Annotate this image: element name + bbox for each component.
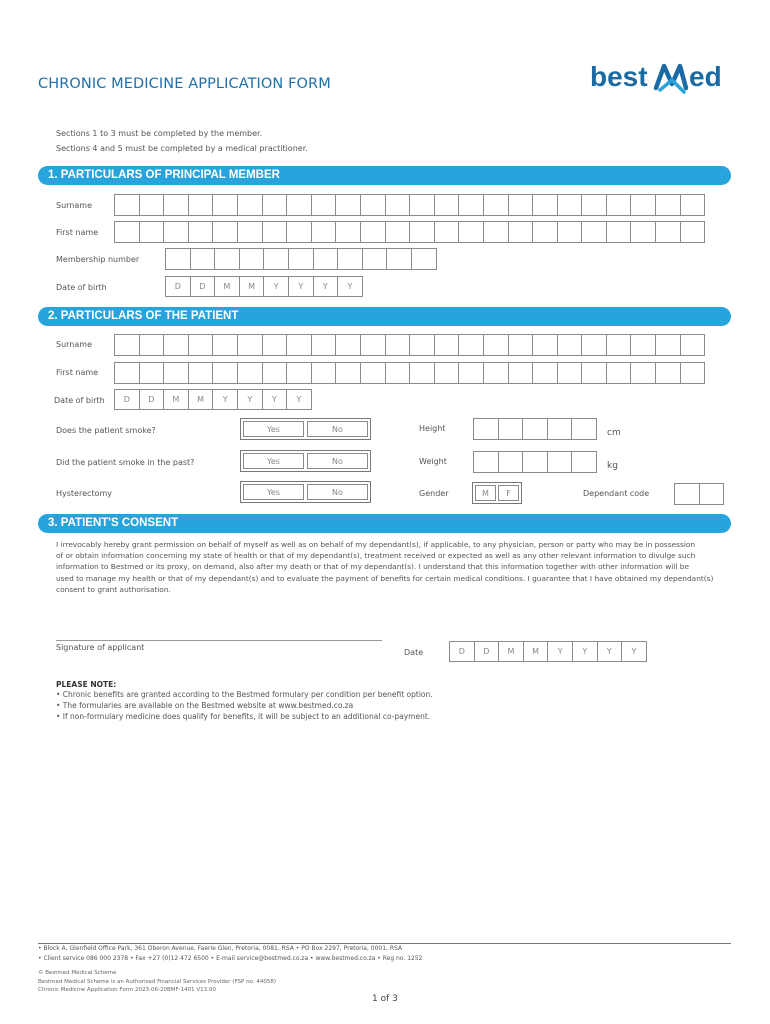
- weight-unit: kg: [607, 461, 618, 471]
- character-cell[interactable]: [212, 194, 238, 216]
- date-cell[interactable]: M: [163, 389, 189, 410]
- smoked-past-toggle: [240, 450, 371, 472]
- section-2-header: 2. PARTICULARS OF THE PATIENT: [38, 307, 731, 326]
- character-cell[interactable]: [522, 451, 548, 473]
- form-title: CHRONIC MEDICINE APPLICATION FORM: [38, 76, 331, 92]
- character-cell[interactable]: [522, 418, 548, 440]
- date-cell[interactable]: Y: [547, 641, 573, 662]
- height-field[interactable]: [473, 418, 596, 440]
- character-cell[interactable]: [434, 334, 460, 356]
- note-item: • Chronic benefits are granted according to the Bestmed formulary per condition per benefit option.: [56, 690, 433, 699]
- character-cell[interactable]: [498, 418, 524, 440]
- character-cell[interactable]: [212, 334, 238, 356]
- character-cell[interactable]: [262, 194, 288, 216]
- svg-text:best: best: [590, 61, 648, 92]
- date-cell[interactable]: Y: [572, 641, 598, 662]
- weight-label: Weight: [419, 457, 447, 466]
- date-cell[interactable]: Y: [263, 276, 289, 297]
- character-cell[interactable]: [680, 334, 706, 356]
- consent-line: I irrevocably hereby grant permission on behalf of myself as well as on behalf of my dependant(s), if applicable, to any physician, person or party who may be in possession: [56, 540, 696, 549]
- patient-surname-label: Surname: [56, 340, 92, 349]
- character-cell[interactable]: [409, 194, 435, 216]
- character-cell[interactable]: [385, 221, 411, 243]
- footer-contact: • Client service 086 000 2378 • Fax +27 (0)12 472 6500 • E-mail service@bestmed.co.za • www.bestmed.co.za • Reg no. 1252: [38, 955, 423, 962]
- character-cell[interactable]: [286, 362, 312, 384]
- signature-label: Signature of applicant: [56, 643, 145, 652]
- character-cell[interactable]: [335, 362, 361, 384]
- character-cell[interactable]: [508, 334, 534, 356]
- character-cell[interactable]: [212, 362, 238, 384]
- patient-firstname-label: First name: [56, 368, 99, 377]
- character-cell[interactable]: [581, 221, 607, 243]
- gender-label: Gender: [419, 489, 449, 498]
- consent-text: [56, 539, 716, 595]
- character-cell[interactable]: [606, 362, 632, 384]
- date-cell[interactable]: Y: [313, 276, 339, 297]
- character-cell[interactable]: [190, 248, 216, 270]
- character-cell[interactable]: [262, 362, 288, 384]
- character-cell[interactable]: [239, 248, 265, 270]
- character-cell[interactable]: [362, 248, 388, 270]
- character-cell[interactable]: [237, 334, 263, 356]
- character-cell[interactable]: [483, 334, 509, 356]
- character-cell[interactable]: [212, 221, 238, 243]
- character-cell[interactable]: [630, 221, 656, 243]
- character-cell[interactable]: [630, 334, 656, 356]
- character-cell[interactable]: [313, 248, 339, 270]
- smoke-toggle: [240, 418, 371, 440]
- consent-line: of or obtain information concerning my state of health or that of my dependant(s), treatment received or expected as well as any other relevant information to divulge such: [56, 551, 696, 561]
- character-cell[interactable]: [165, 248, 191, 270]
- member-dob-field[interactable]: [165, 276, 362, 297]
- character-cell[interactable]: [699, 483, 725, 505]
- character-cell[interactable]: [188, 334, 214, 356]
- character-cell[interactable]: [385, 334, 411, 356]
- character-cell[interactable]: [547, 451, 573, 473]
- patient-dob-label: Date of birth: [54, 396, 105, 405]
- character-cell[interactable]: [571, 451, 597, 473]
- section-1-header: 1. PARTICULARS OF PRINCIPAL MEMBER: [38, 166, 731, 185]
- hysterectomy-no-option[interactable]: No: [307, 484, 368, 500]
- height-label: Height: [419, 424, 446, 433]
- character-cell[interactable]: [458, 334, 484, 356]
- character-cell[interactable]: [139, 194, 165, 216]
- character-cell[interactable]: [434, 221, 460, 243]
- character-cell[interactable]: [385, 194, 411, 216]
- date-cell[interactable]: D: [190, 276, 216, 297]
- character-cell[interactable]: [188, 194, 214, 216]
- character-cell[interactable]: [286, 194, 312, 216]
- character-cell[interactable]: [335, 194, 361, 216]
- character-cell[interactable]: [337, 248, 363, 270]
- character-cell[interactable]: [237, 221, 263, 243]
- character-cell[interactable]: [434, 362, 460, 384]
- member-firstname-field[interactable]: [114, 221, 704, 243]
- character-cell[interactable]: [139, 362, 165, 384]
- character-cell[interactable]: [163, 362, 189, 384]
- smoked-past-no-option[interactable]: No: [307, 453, 368, 469]
- character-cell[interactable]: [557, 362, 583, 384]
- date-cell[interactable]: Y: [597, 641, 623, 662]
- date-cell[interactable]: Y: [262, 389, 288, 410]
- signature-line[interactable]: [56, 640, 382, 641]
- character-cell[interactable]: [188, 221, 214, 243]
- footer-address: • Block A, Glenfield Office Park, 361 Oberon Avenue, Faerie Glen, Pretoria, 0081, RSA • PO Box 2297, Pretoria, 0001, RSA: [38, 945, 403, 952]
- gender-toggle: [472, 482, 522, 504]
- character-cell[interactable]: [547, 418, 573, 440]
- character-cell[interactable]: [262, 221, 288, 243]
- character-cell[interactable]: [581, 362, 607, 384]
- intro-line-2: Sections 4 and 5 must be completed by a medical practitioner.: [56, 144, 308, 153]
- character-cell[interactable]: [409, 221, 435, 243]
- character-cell[interactable]: [188, 362, 214, 384]
- character-cell[interactable]: [483, 221, 509, 243]
- character-cell[interactable]: [483, 362, 509, 384]
- character-cell[interactable]: [335, 334, 361, 356]
- character-cell[interactable]: [360, 362, 386, 384]
- character-cell[interactable]: [532, 221, 558, 243]
- gender-m-option[interactable]: M: [475, 485, 496, 501]
- character-cell[interactable]: [386, 248, 412, 270]
- character-cell[interactable]: [114, 221, 140, 243]
- character-cell[interactable]: [498, 451, 524, 473]
- patient-dob-field[interactable]: [114, 389, 311, 410]
- character-cell[interactable]: [409, 334, 435, 356]
- member-surname-field[interactable]: [114, 194, 704, 216]
- consent-line: information to Bestmed or its proxy, on demand, also after my death or that of my dependant(s). I understand that this information together with other information will be: [56, 562, 689, 572]
- footer-copyright: © Bestmed Medical Scheme: [38, 970, 117, 976]
- character-cell[interactable]: [360, 334, 386, 356]
- date-cell[interactable]: Y: [212, 389, 238, 410]
- date-cell[interactable]: M: [188, 389, 214, 410]
- smoke-question: Does the patient smoke?: [56, 426, 156, 435]
- hysterectomy-toggle: [240, 481, 371, 503]
- patient-surname-field[interactable]: [114, 334, 704, 356]
- character-cell[interactable]: [483, 194, 509, 216]
- please-note-title: PLEASE NOTE:: [56, 680, 117, 689]
- character-cell[interactable]: [458, 221, 484, 243]
- character-cell[interactable]: [286, 334, 312, 356]
- date-cell[interactable]: Y: [337, 276, 363, 297]
- gender-f-option[interactable]: F: [498, 485, 519, 501]
- character-cell[interactable]: [680, 221, 706, 243]
- character-cell[interactable]: [473, 451, 499, 473]
- character-cell[interactable]: [581, 194, 607, 216]
- character-cell[interactable]: [458, 194, 484, 216]
- character-cell[interactable]: [674, 483, 700, 505]
- character-cell[interactable]: [557, 334, 583, 356]
- date-cell[interactable]: D: [165, 276, 191, 297]
- membership-number-label: Membership number: [56, 255, 140, 264]
- date-cell[interactable]: Y: [621, 641, 647, 662]
- character-cell[interactable]: [411, 248, 437, 270]
- date-cell[interactable]: M: [523, 641, 549, 662]
- character-cell[interactable]: [532, 362, 558, 384]
- character-cell[interactable]: [311, 334, 337, 356]
- smoke-no-option[interactable]: No: [307, 421, 368, 437]
- member-dob-label: Date of birth: [56, 283, 107, 292]
- character-cell[interactable]: [262, 334, 288, 356]
- dependant-code-field[interactable]: [674, 483, 723, 505]
- character-cell[interactable]: [286, 221, 312, 243]
- character-cell[interactable]: [311, 362, 337, 384]
- date-cell[interactable]: Y: [288, 276, 314, 297]
- height-unit: cm: [607, 428, 621, 438]
- character-cell[interactable]: [571, 418, 597, 440]
- character-cell[interactable]: [473, 418, 499, 440]
- character-cell[interactable]: [214, 248, 240, 270]
- dependant-code-label: Dependant code: [583, 489, 650, 498]
- character-cell[interactable]: [311, 194, 337, 216]
- character-cell[interactable]: [335, 221, 361, 243]
- intro-line-1: Sections 1 to 3 must be completed by the member.: [56, 129, 263, 138]
- character-cell[interactable]: [630, 194, 656, 216]
- note-item: • If non-formulary medicine does qualify for benefits, it will be subject to an additional co-payment.: [56, 712, 431, 721]
- character-cell[interactable]: [680, 362, 706, 384]
- consent-line: consent to grant authorisation.: [56, 584, 171, 594]
- smoked-past-question: Did the patient smoke in the past?: [56, 458, 195, 467]
- character-cell[interactable]: [237, 362, 263, 384]
- date-cell[interactable]: M: [498, 641, 524, 662]
- hysterectomy-yes-option[interactable]: Yes: [243, 484, 304, 500]
- character-cell[interactable]: [606, 194, 632, 216]
- bestmed-logo: [590, 58, 735, 102]
- character-cell[interactable]: [163, 194, 189, 216]
- character-cell[interactable]: [532, 334, 558, 356]
- date-cell[interactable]: Y: [237, 389, 263, 410]
- page-number: 1 of 3: [372, 994, 398, 1004]
- character-cell[interactable]: [288, 248, 314, 270]
- weight-field[interactable]: [473, 451, 596, 473]
- date-cell[interactable]: M: [239, 276, 265, 297]
- bestmed-logo-icon: [590, 58, 735, 102]
- character-cell[interactable]: [409, 362, 435, 384]
- section-3-header: 3. PATIENT'S CONSENT: [38, 514, 731, 533]
- character-cell[interactable]: [508, 221, 534, 243]
- consent-line: used to manage my health or that of my dependant(s) and to evaluate the payment of benefits for certain medical conditions. I guarantee that I have obtained my dependant(s): [56, 573, 714, 583]
- character-cell[interactable]: [581, 334, 607, 356]
- character-cell[interactable]: [508, 362, 534, 384]
- character-cell[interactable]: [311, 221, 337, 243]
- character-cell[interactable]: [139, 221, 165, 243]
- date-cell[interactable]: D: [139, 389, 165, 410]
- character-cell[interactable]: [655, 334, 681, 356]
- character-cell[interactable]: [655, 194, 681, 216]
- character-cell[interactable]: [508, 194, 534, 216]
- patient-firstname-field[interactable]: [114, 362, 704, 384]
- character-cell[interactable]: [606, 221, 632, 243]
- character-cell[interactable]: [606, 334, 632, 356]
- consent-date-field[interactable]: [449, 641, 646, 662]
- character-cell[interactable]: [680, 194, 706, 216]
- character-cell[interactable]: [655, 362, 681, 384]
- character-cell[interactable]: [385, 362, 411, 384]
- character-cell[interactable]: [557, 221, 583, 243]
- svg-text:ed: ed: [689, 61, 722, 92]
- character-cell[interactable]: [532, 194, 558, 216]
- character-cell[interactable]: [237, 194, 263, 216]
- note-item: • The formularies are available on the Bestmed website at www.bestmed.co.za: [56, 701, 354, 710]
- character-cell[interactable]: [360, 221, 386, 243]
- character-cell[interactable]: [114, 194, 140, 216]
- date-cell[interactable]: D: [114, 389, 140, 410]
- character-cell[interactable]: [360, 194, 386, 216]
- character-cell[interactable]: [458, 362, 484, 384]
- character-cell[interactable]: [655, 221, 681, 243]
- character-cell[interactable]: [163, 334, 189, 356]
- character-cell[interactable]: [557, 194, 583, 216]
- member-firstname-label: First name: [56, 228, 99, 237]
- membership-number-field[interactable]: [165, 248, 436, 270]
- character-cell[interactable]: [114, 334, 140, 356]
- character-cell[interactable]: [139, 334, 165, 356]
- date-cell[interactable]: M: [214, 276, 240, 297]
- date-cell[interactable]: D: [449, 641, 475, 662]
- footer-form-ref: Chronic Medicine Application Form 2023-06-20BMF-1401 V13.00: [38, 987, 216, 993]
- hysterectomy-label: Hysterectomy: [56, 489, 112, 498]
- consent-date-label: Date: [404, 648, 424, 657]
- character-cell[interactable]: [630, 362, 656, 384]
- character-cell[interactable]: [114, 362, 140, 384]
- date-cell[interactable]: Y: [286, 389, 312, 410]
- smoked-past-yes-option[interactable]: Yes: [243, 453, 304, 469]
- character-cell[interactable]: [263, 248, 289, 270]
- character-cell[interactable]: [163, 221, 189, 243]
- smoke-yes-option[interactable]: Yes: [243, 421, 304, 437]
- member-surname-label: Surname: [56, 201, 92, 210]
- date-cell[interactable]: D: [474, 641, 500, 662]
- footer-fsp: Bestmed Medical Scheme is an Authorised Financial Services Provider (FSP no. 44058): [38, 979, 276, 985]
- footer-divider: [38, 943, 731, 944]
- character-cell[interactable]: [434, 194, 460, 216]
